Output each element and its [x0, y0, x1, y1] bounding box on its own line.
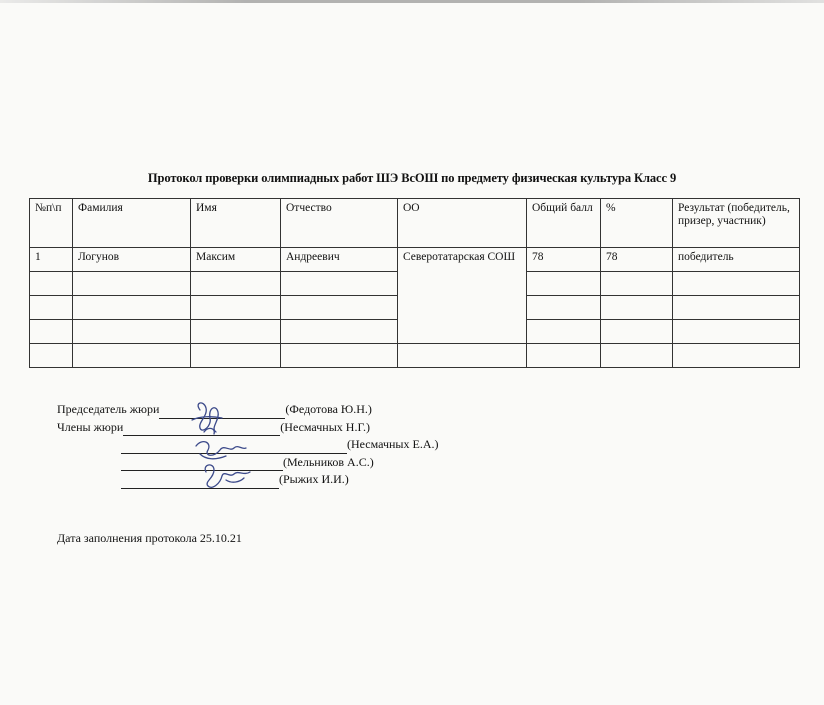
empty-cell: [191, 344, 281, 368]
empty-cell: [601, 344, 673, 368]
empty-cell: [281, 296, 398, 320]
member-name: (Несмачных Е.А.): [347, 437, 439, 451]
cell-percent: 78: [601, 248, 673, 272]
cell-result: победитель: [673, 248, 800, 272]
member-name: (Мельников А.С.): [283, 454, 374, 469]
cell-patronymic: Андреевич: [281, 248, 398, 272]
empty-cell: [30, 344, 73, 368]
scan-top-edge: [0, 0, 824, 3]
handwritten-signatures: [186, 398, 266, 498]
empty-cell: [30, 320, 73, 344]
empty-cell: [73, 320, 191, 344]
empty-cell: [673, 320, 800, 344]
member-name: (Рыжих И.И.): [279, 472, 349, 486]
table-header-row: [30, 199, 800, 248]
cell-surname: Логунов: [73, 248, 191, 272]
empty-cell: [281, 272, 398, 296]
empty-cell: [527, 344, 601, 368]
empty-cell: [73, 296, 191, 320]
empty-cell: [73, 272, 191, 296]
fill-date: Дата заполнения протокола 25.10.21: [57, 531, 242, 545]
empty-cell: [73, 344, 191, 368]
empty-cell: [191, 296, 281, 320]
chairman-label: Председатель жюри: [57, 402, 160, 416]
empty-cell: [673, 344, 800, 368]
header-school: ОО: [398, 199, 527, 248]
empty-cell: [673, 296, 800, 320]
header-surname: Фамилия: [73, 199, 191, 248]
empty-cell: [527, 320, 601, 344]
header-num: №п\п: [30, 199, 73, 248]
header-patronymic: Отчество: [281, 199, 398, 248]
empty-cell: [191, 272, 281, 296]
header-score: Общий балл: [527, 199, 601, 248]
header-result: Результат (победитель, призер, участник): [673, 199, 800, 248]
document-title: Протокол проверки олимпиадных работ ШЭ ВсОШ по предмету физическая культура Класс 9: [147, 171, 677, 185]
empty-cell: [191, 320, 281, 344]
chairman-name: (Федотова Ю.Н.): [285, 402, 372, 416]
empty-cell: [601, 320, 673, 344]
empty-cell: [30, 272, 73, 296]
cell-school: Северотатарская СОШ: [398, 248, 527, 344]
empty-cell: [398, 344, 527, 368]
empty-cell: [673, 272, 800, 296]
table-row-empty: [30, 344, 800, 368]
header-name: Имя: [191, 199, 281, 248]
cell-name: Максим: [191, 248, 281, 272]
empty-cell: [281, 320, 398, 344]
table-row: [30, 248, 800, 272]
empty-cell: [281, 344, 398, 368]
cell-num: 1: [30, 248, 73, 272]
empty-cell: [527, 272, 601, 296]
empty-cell: [601, 272, 673, 296]
cell-score: 78: [527, 248, 601, 272]
member-name: (Несмачных Н.Г.): [280, 419, 371, 434]
empty-cell: [30, 296, 73, 320]
results-table: [29, 198, 800, 368]
members-label: Члены жюри: [57, 419, 124, 434]
header-percent: %: [601, 199, 673, 248]
empty-cell: [601, 296, 673, 320]
empty-cell: [527, 296, 601, 320]
